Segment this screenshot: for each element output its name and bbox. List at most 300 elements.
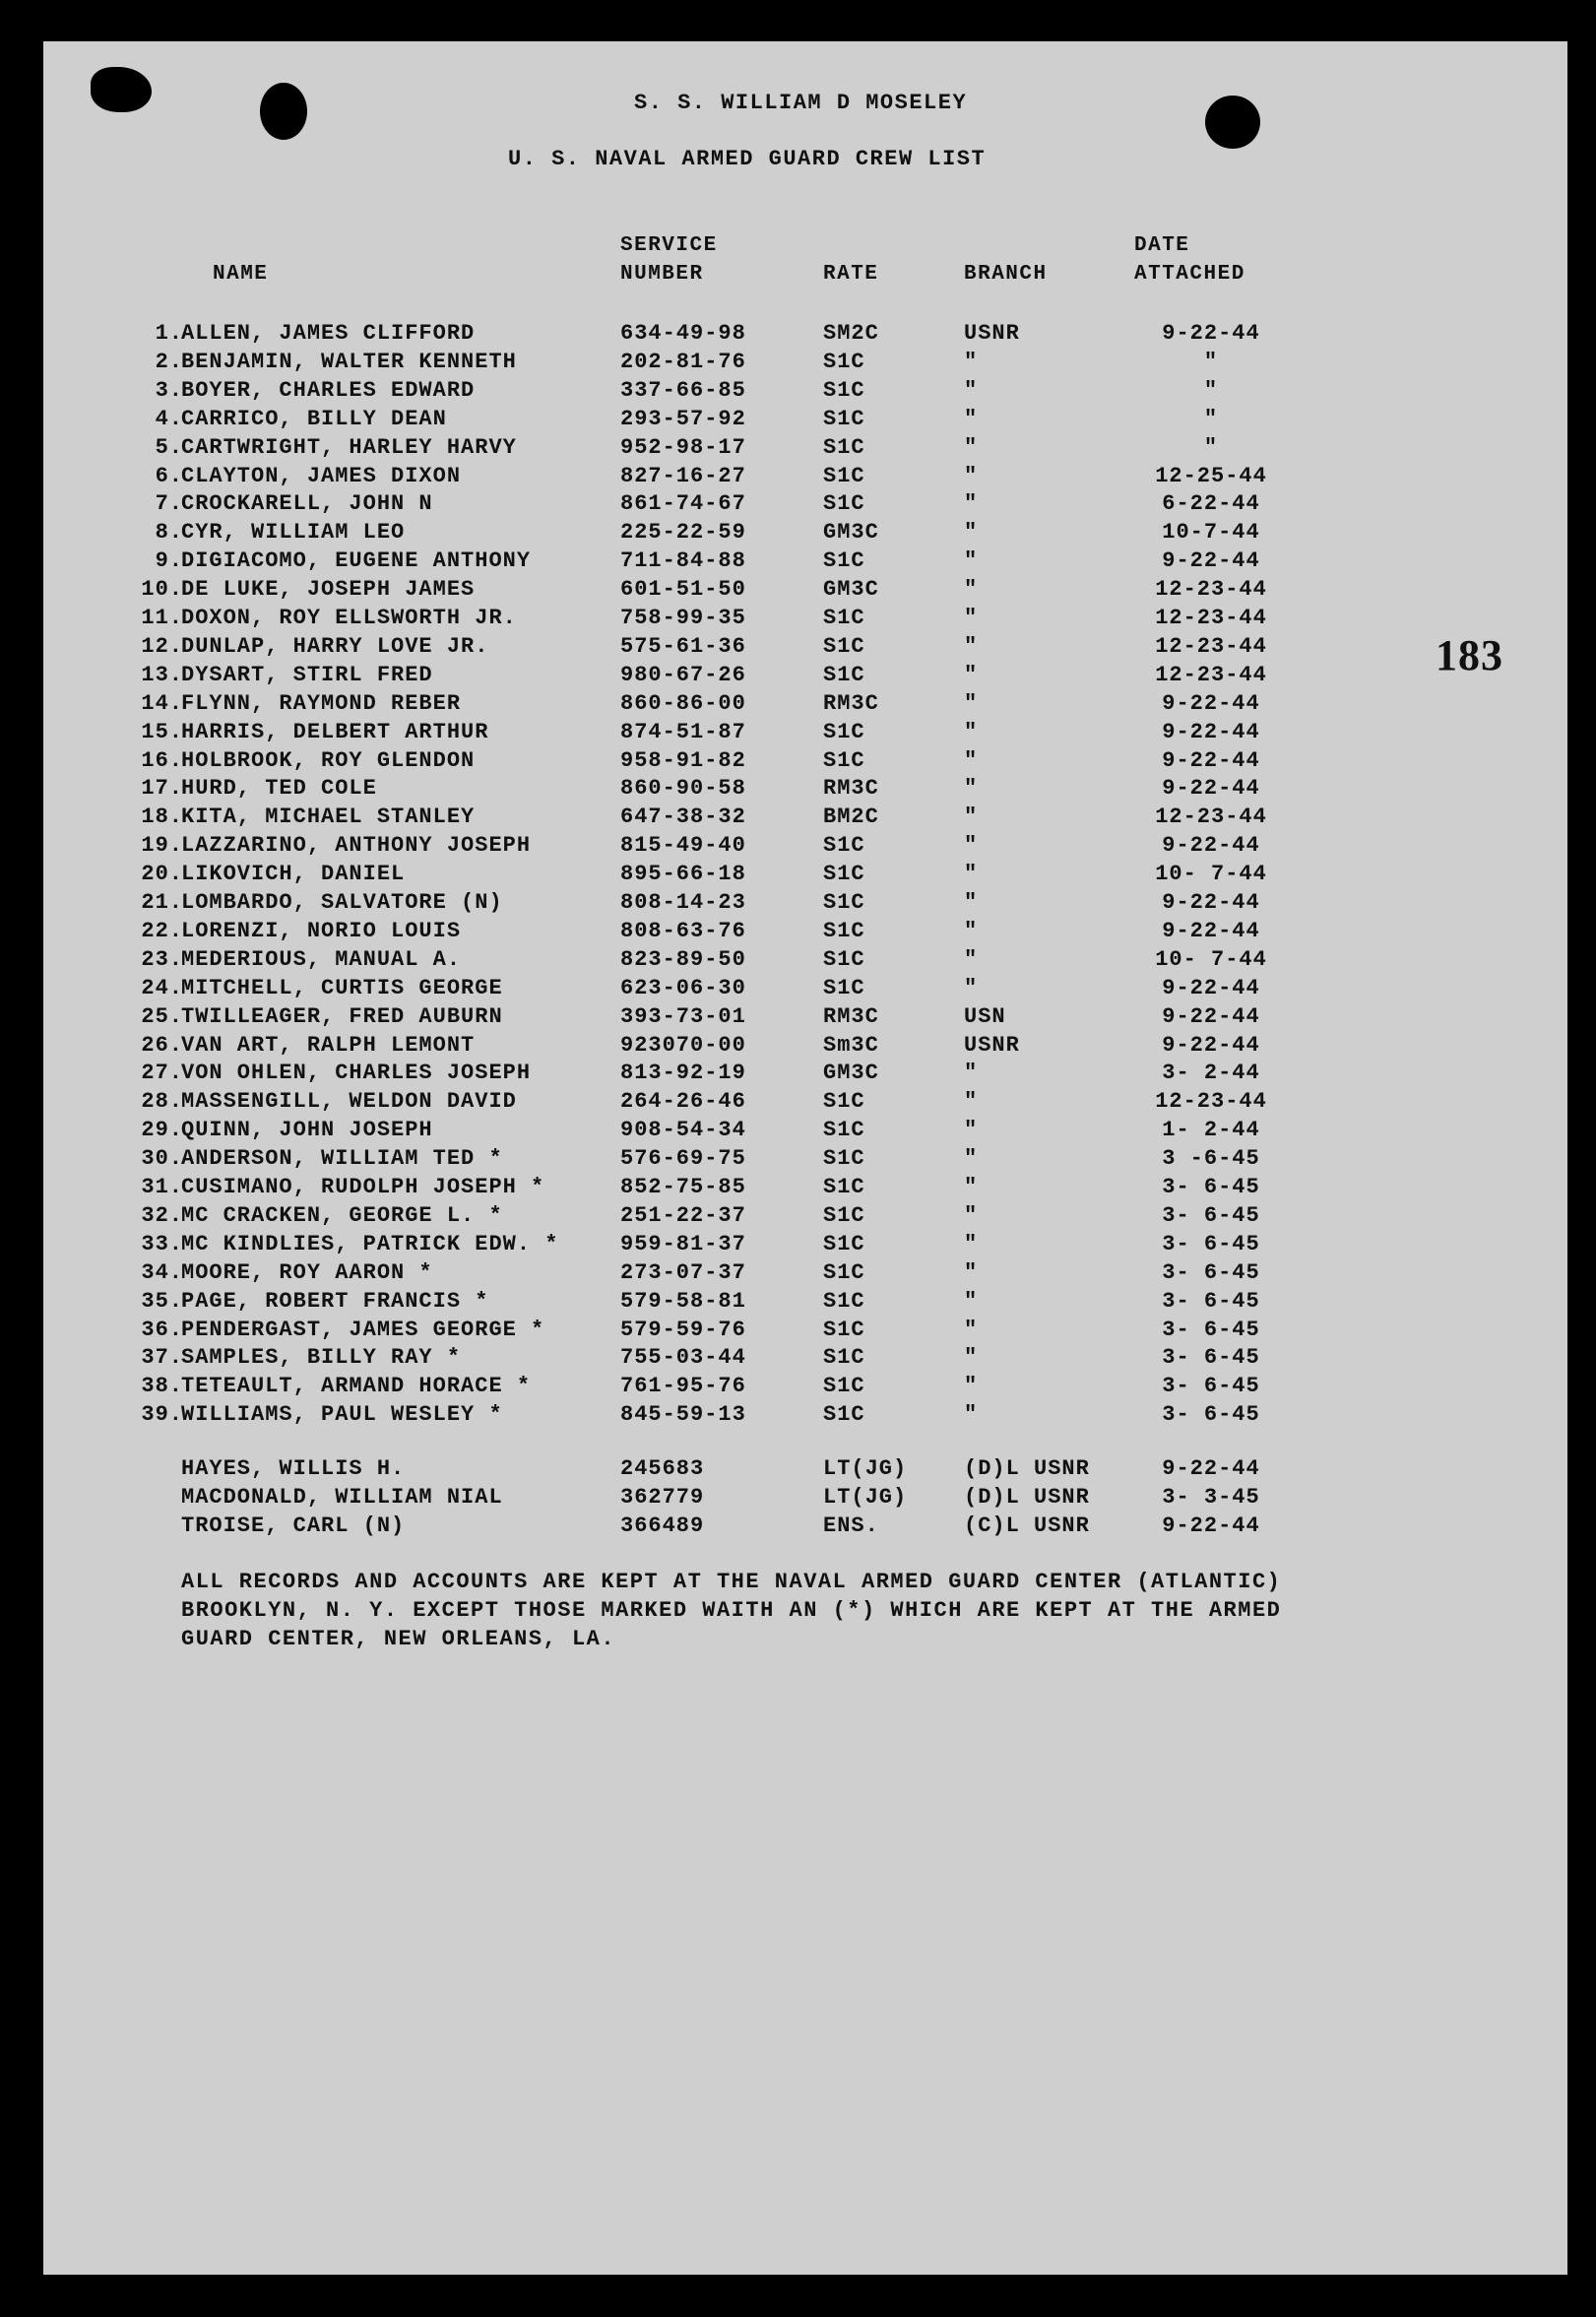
- service-number: 860-90-58: [620, 776, 746, 802]
- row-number: 27.: [141, 1061, 183, 1086]
- service-number: 711-84-88: [620, 548, 746, 574]
- date-attached: 3- 2-44: [1162, 1061, 1260, 1086]
- rate: S1C: [823, 1259, 865, 1285]
- rate: S1C: [823, 918, 865, 943]
- service-number: 293-57-92: [620, 406, 746, 431]
- service-number: 815-49-40: [620, 833, 746, 859]
- service-number: 225-22-59: [620, 520, 746, 546]
- crew-name: QUINN, JOHN JOSEPH: [181, 1118, 433, 1143]
- crew-row: [43, 1146, 1567, 1175]
- crew-name: LORENZI, NORIO LOUIS: [181, 918, 462, 943]
- crew-name: TETEAULT, ARMAND HORACE *: [181, 1374, 532, 1399]
- date-attached: 1- 2-44: [1162, 1118, 1260, 1143]
- crew-name: HARRIS, DELBERT ARTHUR: [181, 719, 489, 744]
- row-number: 23.: [141, 946, 183, 972]
- rate: S1C: [823, 349, 865, 374]
- service-number: 861-74-67: [620, 491, 746, 517]
- crew-name: MASSENGILL, WELDON DAVID: [181, 1089, 517, 1115]
- date-attached: 12-23-44: [1155, 1089, 1267, 1115]
- date-attached: 3- 6-45: [1162, 1345, 1260, 1371]
- crew-name: TWILLEAGER, FRED AUBURN: [181, 1003, 503, 1029]
- crew-row: [43, 435, 1567, 464]
- header-date-bottom: ATTACHED: [1134, 263, 1245, 286]
- date-attached: 9-22-44: [1162, 975, 1260, 1000]
- date-attached: 12-25-44: [1155, 463, 1267, 488]
- service-number: 393-73-01: [620, 1003, 746, 1029]
- service-number: 755-03-44: [620, 1345, 746, 1371]
- branch: ": [964, 862, 979, 887]
- date-attached: 9-22-44: [1162, 719, 1260, 744]
- service-number: 251-22-37: [620, 1202, 746, 1228]
- header-name: NAME: [213, 263, 269, 286]
- row-number: 21.: [141, 890, 183, 915]
- row-number: 22.: [141, 918, 183, 943]
- crew-list-title: U. S. NAVAL ARMED GUARD CREW LIST: [508, 147, 987, 171]
- rate: S1C: [823, 833, 865, 859]
- row-number: 18.: [141, 805, 183, 830]
- rate: S1C: [823, 1317, 865, 1342]
- crew-name: MEDERIOUS, MANUAL A.: [181, 946, 462, 972]
- rate: GM3C: [823, 577, 879, 603]
- rate: S1C: [823, 491, 865, 517]
- row-number: 34.: [141, 1259, 183, 1285]
- rate: GM3C: [823, 1061, 879, 1086]
- rate: RM3C: [823, 690, 879, 716]
- crew-row: [43, 1318, 1567, 1346]
- branch: ": [964, 1402, 979, 1428]
- crew-row: [43, 350, 1567, 378]
- service-number: 273-07-37: [620, 1259, 746, 1285]
- crew-name: CLAYTON, JAMES DIXON: [181, 463, 462, 488]
- crew-name: SAMPLES, BILLY RAY *: [181, 1345, 462, 1371]
- officer-name: TROISE, CARL (N): [181, 1512, 406, 1538]
- crew-row: [43, 1345, 1567, 1374]
- row-number: 28.: [141, 1089, 183, 1115]
- branch: ": [964, 1175, 979, 1199]
- branch: ": [964, 747, 979, 773]
- branch: USNR: [964, 1032, 1020, 1058]
- row-number: 24.: [141, 975, 183, 1000]
- officers-row: [43, 1513, 1567, 1542]
- date-attached: 12-23-44: [1155, 577, 1267, 603]
- crew-row: [43, 833, 1567, 862]
- rate: S1C: [823, 463, 865, 488]
- row-number: 6.: [155, 463, 183, 488]
- crew-row: [43, 1289, 1567, 1318]
- crew-row: [43, 606, 1567, 634]
- service-number: 758-99-35: [620, 606, 746, 630]
- branch: ": [964, 377, 979, 403]
- branch: ": [964, 946, 979, 972]
- rate: S1C: [823, 890, 865, 915]
- crew-row: [43, 1033, 1567, 1062]
- branch: ": [964, 548, 979, 574]
- branch: ": [964, 349, 979, 374]
- date-attached: 9-22-44: [1162, 747, 1260, 773]
- crew-row: [43, 748, 1567, 777]
- crew-name: MC CRACKEN, GEORGE L. *: [181, 1202, 503, 1228]
- crew-name: HOLBROOK, ROY GLENDON: [181, 747, 476, 773]
- date-attached: ": [1203, 406, 1219, 431]
- branch: ": [964, 1202, 979, 1228]
- branch: ": [964, 577, 979, 603]
- row-number: 9.: [155, 548, 183, 574]
- crew-row: [43, 805, 1567, 833]
- rate: ENS.: [823, 1512, 879, 1538]
- crew-row: [43, 720, 1567, 748]
- date-attached: 12-23-44: [1155, 606, 1267, 630]
- crew-row: [43, 1089, 1567, 1118]
- branch: ": [964, 975, 979, 1000]
- crew-row: [43, 776, 1567, 805]
- crew-name: CUSIMANO, RUDOLPH JOSEPH *: [181, 1175, 545, 1199]
- crew-name: CYR, WILLIAM LEO: [181, 520, 406, 546]
- branch: ": [964, 719, 979, 744]
- row-number: 39.: [141, 1402, 183, 1428]
- rate: S1C: [823, 1231, 865, 1256]
- crew-name: HURD, TED COLE: [181, 776, 377, 802]
- crew-name: DIGIACOMO, EUGENE ANTHONY: [181, 548, 532, 574]
- row-number: 20.: [141, 862, 183, 887]
- crew-name: LOMBARDO, SALVATORE (N): [181, 890, 503, 915]
- date-attached: 3- 6-45: [1162, 1202, 1260, 1228]
- row-number: 11.: [141, 606, 183, 630]
- service-number: 647-38-32: [620, 805, 746, 830]
- row-number: 30.: [141, 1146, 183, 1172]
- crew-row: [43, 407, 1567, 435]
- rate: GM3C: [823, 520, 879, 546]
- service-number: 337-66-85: [620, 377, 746, 403]
- branch: USNR: [964, 321, 1020, 346]
- crew-row: [43, 491, 1567, 520]
- service-number: 952-98-17: [620, 434, 746, 460]
- service-number: 860-86-00: [620, 690, 746, 716]
- service-number: 813-92-19: [620, 1061, 746, 1086]
- crew-row: [43, 663, 1567, 691]
- date-attached: 10- 7-44: [1155, 946, 1267, 972]
- crew-name: BOYER, CHARLES EDWARD: [181, 377, 476, 403]
- header-service-bottom: NUMBER: [620, 263, 704, 286]
- crew-row: [43, 1004, 1567, 1033]
- branch: ": [964, 1288, 979, 1314]
- crew-name: BENJAMIN, WALTER KENNETH: [181, 349, 517, 374]
- date-attached: 9-22-44: [1162, 776, 1260, 802]
- date-attached: 3- 6-45: [1162, 1317, 1260, 1342]
- branch: ": [964, 606, 979, 630]
- row-number: 36.: [141, 1317, 183, 1342]
- rate: BM2C: [823, 805, 879, 830]
- row-number: 7.: [155, 491, 183, 517]
- branch: ": [964, 1231, 979, 1256]
- officers-row: [43, 1456, 1567, 1485]
- records-note-line: ALL RECORDS AND ACCOUNTS ARE KEPT AT THE NAVAL ARMED GUARD CENTER (ATLANTIC): [181, 1570, 1282, 1594]
- row-number: 5.: [155, 434, 183, 460]
- officer-name: MACDONALD, WILLIAM NIAL: [181, 1484, 503, 1510]
- rate: S1C: [823, 606, 865, 630]
- row-number: 2.: [155, 349, 183, 374]
- crew-row: [43, 947, 1567, 976]
- date-attached: 10- 7-44: [1155, 862, 1267, 887]
- service-number: 808-14-23: [620, 890, 746, 915]
- date-attached: 3- 6-45: [1162, 1288, 1260, 1314]
- row-number: 17.: [141, 776, 183, 802]
- service-number: 958-91-82: [620, 747, 746, 773]
- crew-name: DOXON, ROY ELLSWORTH JR.: [181, 606, 517, 630]
- row-number: 13.: [141, 662, 183, 687]
- service-number: 601-51-50: [620, 577, 746, 603]
- crew-row: [43, 919, 1567, 947]
- rate: S1C: [823, 1374, 865, 1399]
- crew-row: [43, 976, 1567, 1004]
- date-attached: 3- 6-45: [1162, 1259, 1260, 1285]
- crew-row: [43, 862, 1567, 890]
- service-number: 895-66-18: [620, 862, 746, 887]
- branch: USN: [964, 1003, 1006, 1029]
- rate: SM2C: [823, 321, 879, 346]
- date-attached: 9-22-44: [1162, 918, 1260, 943]
- date-attached: 9-22-44: [1162, 1512, 1260, 1538]
- page-number: 183: [1436, 631, 1503, 679]
- rate: S1C: [823, 1402, 865, 1428]
- officer-name: HAYES, WILLIS H.: [181, 1456, 406, 1481]
- document-page: [43, 41, 1567, 2275]
- header-rate: RATE: [823, 263, 879, 286]
- row-number: 4.: [155, 406, 183, 431]
- service-number: 362779: [620, 1484, 705, 1510]
- rate: S1C: [823, 377, 865, 403]
- crew-name: KITA, MICHAEL STANLEY: [181, 805, 476, 830]
- branch: (C)L USNR: [964, 1512, 1090, 1538]
- header-branch: BRANCH: [964, 263, 1048, 286]
- branch: ": [964, 890, 979, 915]
- row-number: 38.: [141, 1374, 183, 1399]
- crew-name: CROCKARELL, JOHN N: [181, 491, 433, 517]
- crew-name: MITCHELL, CURTIS GEORGE: [181, 975, 503, 1000]
- crew-name: FLYNN, RAYMOND REBER: [181, 690, 462, 716]
- rate: S1C: [823, 1089, 865, 1115]
- row-number: 37.: [141, 1345, 183, 1371]
- crew-row: [43, 378, 1567, 407]
- records-note-line: BROOKLYN, N. Y. EXCEPT THOSE MARKED WAITH AN (*) WHICH ARE KEPT AT THE ARMED: [181, 1598, 1282, 1623]
- crew-row: [43, 1402, 1567, 1431]
- branch: ": [964, 805, 979, 830]
- punch-hole-left: [91, 67, 152, 112]
- crew-name: VON OHLEN, CHARLES JOSEPH: [181, 1061, 532, 1086]
- service-number: 623-06-30: [620, 975, 746, 1000]
- branch: ": [964, 463, 979, 488]
- rate: S1C: [823, 747, 865, 773]
- crew-row: [43, 1203, 1567, 1232]
- row-number: 29.: [141, 1118, 183, 1143]
- row-number: 14.: [141, 690, 183, 716]
- row-number: 31.: [141, 1175, 183, 1199]
- date-attached: 9-22-44: [1162, 690, 1260, 716]
- crew-name: PENDERGAST, JAMES GEORGE *: [181, 1317, 545, 1342]
- row-number: 10.: [141, 577, 183, 603]
- crew-name: DYSART, STIRL FRED: [181, 662, 433, 687]
- ship-title: S. S. WILLIAM D MOSELEY: [634, 91, 968, 115]
- rate: S1C: [823, 1345, 865, 1371]
- officers-row: [43, 1485, 1567, 1513]
- row-number: 25.: [141, 1003, 183, 1029]
- branch: ": [964, 918, 979, 943]
- service-number: 579-59-76: [620, 1317, 746, 1342]
- date-attached: ": [1203, 377, 1219, 403]
- date-attached: ": [1203, 349, 1219, 374]
- service-number: 634-49-98: [620, 321, 746, 346]
- date-attached: 9-22-44: [1162, 890, 1260, 915]
- row-number: 16.: [141, 747, 183, 773]
- service-number: 959-81-37: [620, 1231, 746, 1256]
- date-attached: 3- 6-45: [1162, 1402, 1260, 1428]
- date-attached: 3- 3-45: [1162, 1484, 1260, 1510]
- date-attached: 12-23-44: [1155, 662, 1267, 687]
- service-number: 366489: [620, 1512, 705, 1538]
- rate: S1C: [823, 1288, 865, 1314]
- branch: ": [964, 1259, 979, 1285]
- row-number: 19.: [141, 833, 183, 859]
- date-attached: 9-22-44: [1162, 321, 1260, 346]
- branch: ": [964, 491, 979, 517]
- date-attached: 3- 6-45: [1162, 1231, 1260, 1256]
- crew-row: [43, 1061, 1567, 1089]
- rate: LT(JG): [823, 1484, 908, 1510]
- crew-name: PAGE, ROBERT FRANCIS *: [181, 1288, 489, 1314]
- date-attached: 12-23-44: [1155, 805, 1267, 830]
- branch: ": [964, 662, 979, 687]
- row-number: 32.: [141, 1202, 183, 1228]
- crew-name: ALLEN, JAMES CLIFFORD: [181, 321, 476, 346]
- branch: (D)L USNR: [964, 1456, 1090, 1481]
- row-number: 35.: [141, 1288, 183, 1314]
- date-attached: 6-22-44: [1162, 491, 1260, 517]
- row-number: 33.: [141, 1231, 183, 1256]
- service-number: 852-75-85: [620, 1175, 746, 1199]
- header-service-top: SERVICE: [620, 234, 718, 257]
- service-number: 827-16-27: [620, 463, 746, 488]
- service-number: 575-61-36: [620, 633, 746, 659]
- crew-name: CARTWRIGHT, HARLEY HARVY: [181, 434, 517, 460]
- service-number: 980-67-26: [620, 662, 746, 687]
- service-number: 874-51-87: [620, 719, 746, 744]
- branch: ": [964, 1374, 979, 1399]
- crew-row: [43, 577, 1567, 606]
- branch: ": [964, 690, 979, 716]
- crew-row: [43, 1175, 1567, 1203]
- crew-name: DUNLAP, HARRY LOVE JR.: [181, 633, 489, 659]
- service-number: 923070-00: [620, 1032, 746, 1058]
- branch: ": [964, 1317, 979, 1342]
- rate: LT(JG): [823, 1456, 908, 1481]
- crew-row: [43, 1374, 1567, 1402]
- crew-row: [43, 890, 1567, 919]
- date-attached: 9-22-44: [1162, 1032, 1260, 1058]
- date-attached: 9-22-44: [1162, 548, 1260, 574]
- rate: RM3C: [823, 776, 879, 802]
- row-number: 1.: [155, 321, 183, 346]
- rate: S1C: [823, 862, 865, 887]
- crew-row: [43, 1118, 1567, 1146]
- crew-row: [43, 464, 1567, 492]
- rate: S1C: [823, 975, 865, 1000]
- crew-row: [43, 321, 1567, 350]
- service-number: 808-63-76: [620, 918, 746, 943]
- crew-row: [43, 548, 1567, 577]
- crew-name: LAZZARINO, ANTHONY JOSEPH: [181, 833, 532, 859]
- row-number: 12.: [141, 633, 183, 659]
- rate: S1C: [823, 1175, 865, 1199]
- rate: S1C: [823, 548, 865, 574]
- crew-name: MOORE, ROY AARON *: [181, 1259, 433, 1285]
- date-attached: 9-22-44: [1162, 833, 1260, 859]
- service-number: 908-54-34: [620, 1118, 746, 1143]
- crew-name: DE LUKE, JOSEPH JAMES: [181, 577, 476, 603]
- branch: (D)L USNR: [964, 1484, 1090, 1510]
- row-number: 26.: [141, 1032, 183, 1058]
- row-number: 3.: [155, 377, 183, 403]
- rate: S1C: [823, 1202, 865, 1228]
- records-note: [181, 1568, 1281, 1653]
- crew-row: [43, 1232, 1567, 1260]
- service-number: 845-59-13: [620, 1402, 746, 1428]
- date-attached: 3 -6-45: [1162, 1146, 1260, 1172]
- row-number: 15.: [141, 719, 183, 744]
- service-number: 823-89-50: [620, 946, 746, 972]
- crew-name: VAN ART, RALPH LEMONT: [181, 1032, 476, 1058]
- branch: ": [964, 434, 979, 460]
- records-note-line: GUARD CENTER, NEW ORLEANS, LA.: [181, 1627, 616, 1651]
- crew-name: MC KINDLIES, PATRICK EDW. *: [181, 1231, 559, 1256]
- branch: ": [964, 1061, 979, 1086]
- rate: S1C: [823, 662, 865, 687]
- header-date-top: DATE: [1134, 234, 1190, 257]
- crew-name: LIKOVICH, DANIEL: [181, 862, 406, 887]
- rate: S1C: [823, 434, 865, 460]
- branch: ": [964, 1345, 979, 1371]
- rate: Sm3C: [823, 1032, 879, 1058]
- date-attached: 3- 6-45: [1162, 1175, 1260, 1199]
- crew-row: [43, 691, 1567, 720]
- branch: ": [964, 1089, 979, 1115]
- service-number: 264-26-46: [620, 1089, 746, 1115]
- service-number: 245683: [620, 1456, 705, 1481]
- branch: ": [964, 633, 979, 659]
- service-number: 576-69-75: [620, 1146, 746, 1172]
- date-attached: ": [1203, 434, 1219, 460]
- rate: S1C: [823, 1118, 865, 1143]
- branch: ": [964, 1118, 979, 1143]
- rate: S1C: [823, 946, 865, 972]
- date-attached: 12-23-44: [1155, 633, 1267, 659]
- row-number: 8.: [155, 520, 183, 546]
- crew-row: [43, 520, 1567, 548]
- service-number: 579-58-81: [620, 1288, 746, 1314]
- date-attached: 9-22-44: [1162, 1456, 1260, 1481]
- rate: S1C: [823, 406, 865, 431]
- rate: S1C: [823, 719, 865, 744]
- date-attached: 10-7-44: [1162, 520, 1260, 546]
- crew-name: CARRICO, BILLY DEAN: [181, 406, 447, 431]
- crew-name: ANDERSON, WILLIAM TED *: [181, 1146, 503, 1172]
- branch: ": [964, 833, 979, 859]
- punch-hole-right: [1205, 96, 1260, 149]
- branch: ": [964, 776, 979, 802]
- crew-row: [43, 1260, 1567, 1289]
- date-attached: 9-22-44: [1162, 1003, 1260, 1029]
- rate: S1C: [823, 1146, 865, 1172]
- rate: S1C: [823, 633, 865, 659]
- branch: ": [964, 1146, 979, 1172]
